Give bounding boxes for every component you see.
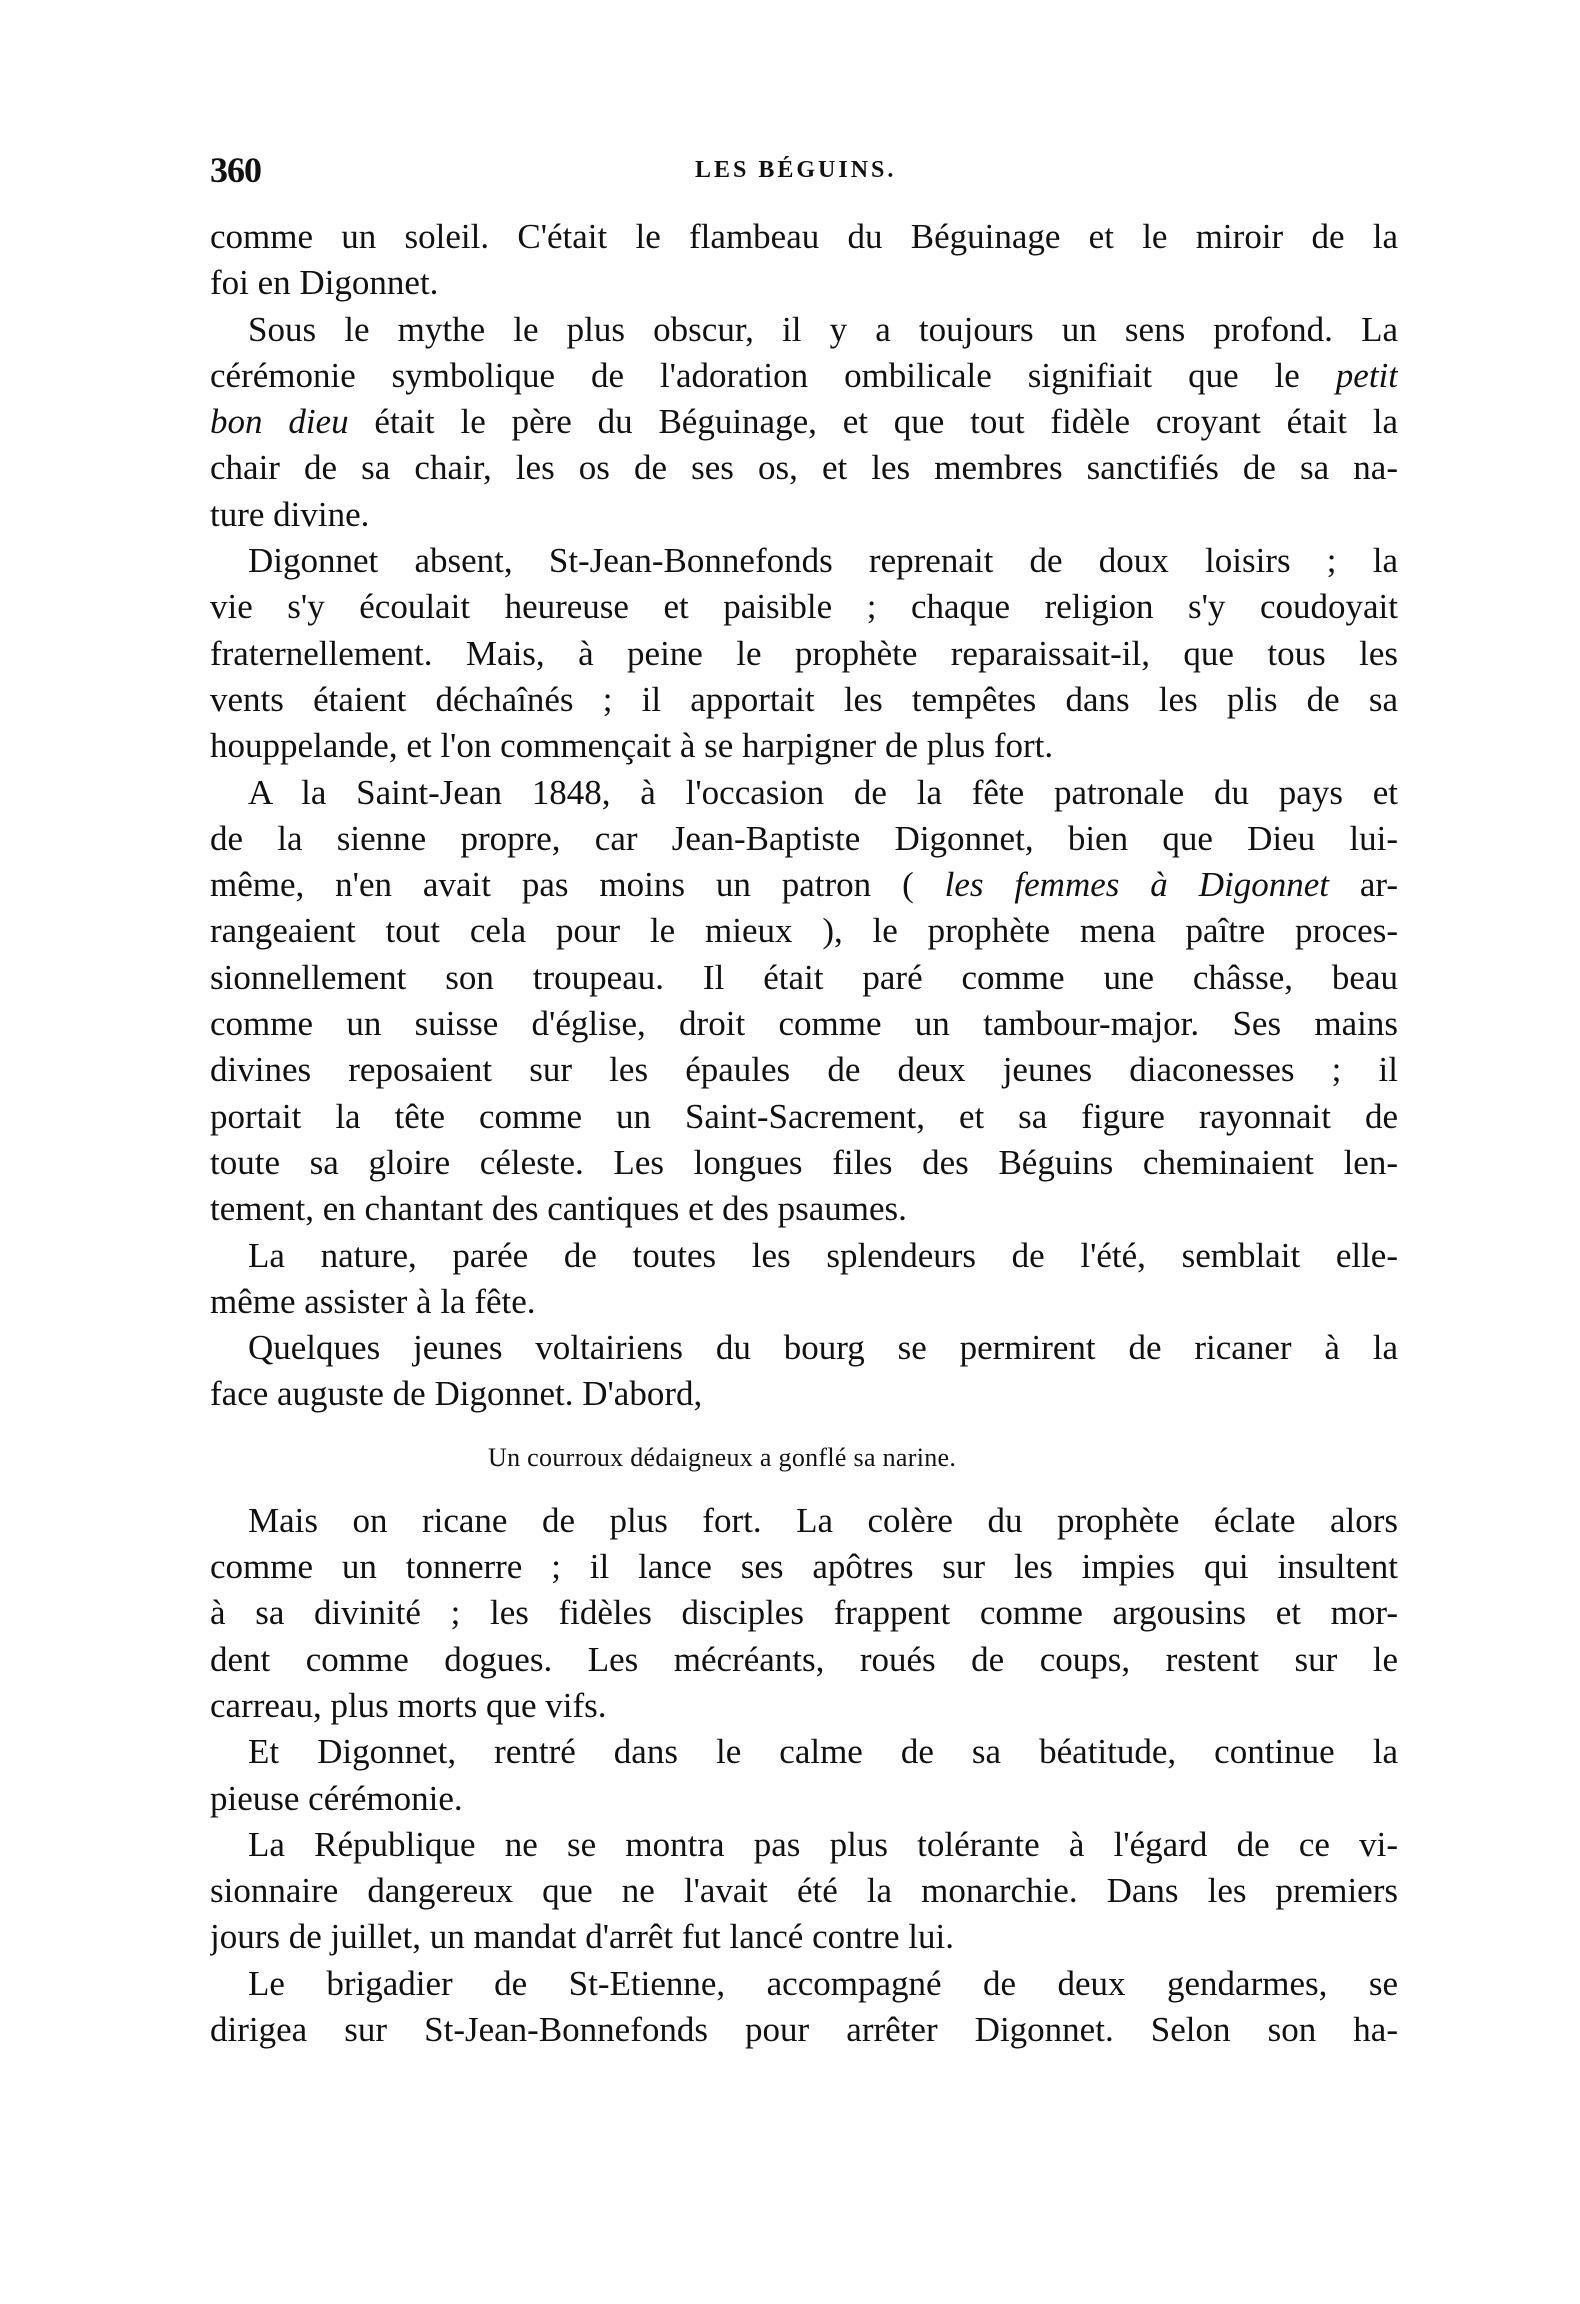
text-line: face auguste de Digonnet. D'abord, — [210, 1374, 703, 1414]
italic-text: petit — [1335, 355, 1398, 395]
text-line: vents étaient déchaînés ; il apportait les tempêtes dans les plis de sa — [210, 679, 1398, 719]
text-line: toute sa gloire céleste. Les longues files des Béguins cheminaient len- — [210, 1142, 1398, 1182]
paragraph-first-line: Quelques jeunes voltairiens du bourg se permirent de ricaner à la — [248, 1328, 1398, 1368]
text-line: portait la tête comme un Saint-Sacrement, et sa figure rayonnait de — [210, 1096, 1398, 1136]
paragraph-first-line: La République ne se montra pas plus tolérante à l'égard de ce vi- — [248, 1824, 1398, 1864]
text-line — [210, 353, 1398, 399]
text-line: sionnaire dangereux que ne l'avait été la monarchie. Dans les premiers — [210, 1871, 1398, 1911]
text-line: rangeaient tout cela pour le mieux ), le prophète mena paître proces- — [210, 911, 1398, 951]
text-line: à sa divinité ; les fidèles disciples frappent comme argousins et mor- — [210, 1593, 1398, 1633]
text-line: dirigea sur St-Jean-Bonnefonds pour arrêter Digonnet. Selon son ha- — [210, 2009, 1398, 2049]
paragraph-first-line: Sous le mythe le plus obscur, il y a toujours un sens profond. La — [248, 309, 1398, 349]
text-line: comme un suisse d'église, droit comme un tambour-major. Ses mains — [210, 1004, 1398, 1044]
text-line: houppelande, et l'on commençait à se harpigner de plus fort. — [210, 726, 1054, 766]
italic-text: les femmes à Digonnet — [944, 865, 1329, 905]
text-segment: ar- — [1328, 865, 1398, 905]
text-line: de la sienne propre, car Jean-Baptiste Digonnet, bien que Dieu lui- — [210, 818, 1398, 858]
text-segment: même, n'en avait pas moins un patron ( — [210, 865, 945, 905]
text-line: ture divine. — [210, 494, 370, 534]
italic-text: bon dieu — [210, 402, 349, 442]
running-title: LES BÉGUINS. — [695, 157, 897, 183]
verse-quote: Un courroux dédaigneux a gonflé sa narine. — [488, 1442, 957, 1472]
text-line: comme un tonnerre ; il lance ses apôtres sur les impies qui insultent — [210, 1547, 1398, 1587]
text-line — [210, 862, 1398, 908]
text-line: pieuse cérémonie. — [210, 1778, 463, 1818]
text-line — [210, 399, 1398, 445]
text-line: sionnellement son troupeau. Il était paré comme une châsse, beau — [210, 957, 1398, 997]
body-text — [210, 214, 1398, 2053]
paragraph-first-line: A la Saint-Jean 1848, à l'occasion de la fête patronale du pays et — [248, 772, 1398, 812]
text-line: chair de sa chair, les os de ses os, et les membres sanctifiés de sa na- — [210, 448, 1398, 488]
page-number: 360 — [210, 150, 261, 190]
paragraph-first-line: Digonnet absent, St-Jean-Bonnefonds reprenait de doux loisirs ; la — [248, 541, 1398, 581]
paragraph-first-line: Mais on ricane de plus fort. La colère du prophète éclate alors — [248, 1500, 1398, 1540]
text-line: comme un soleil. C'était le flambeau du Béguinage et le miroir de la — [210, 217, 1398, 256]
text-segment: était le père du Béguinage, et que tout fidèle croyant était la — [348, 402, 1398, 442]
text-segment: cérémonie symbolique de l'adoration ombilicale signifiait que le — [210, 355, 1336, 395]
text-line: même assister à la fête. — [210, 1281, 536, 1321]
text-line: carreau, plus morts que vifs. — [210, 1685, 607, 1725]
text-line: divines reposaient sur les épaules de deux jeunes diaconesses ; il — [210, 1050, 1398, 1090]
paragraph-first-line: La nature, parée de toutes les splendeurs de l'été, semblait elle- — [248, 1235, 1398, 1275]
text-line: dent comme dogues. Les mécréants, roués de coups, restent sur le — [210, 1639, 1398, 1679]
text-line: foi en Digonnet. — [210, 263, 439, 303]
text-line: jours de juillet, un mandat d'arrêt fut lancé contre lui. — [210, 1917, 954, 1957]
text-line: vie s'y écoulait heureuse et paisible ; chaque religion s'y coudoyait — [210, 587, 1398, 627]
paragraph-first-line: Le brigadier de St-Etienne, accompagné de deux gendarmes, se — [248, 1963, 1398, 2003]
running-head — [210, 148, 1398, 192]
text-line: tement, en chantant des cantiques et des psaumes. — [210, 1189, 907, 1229]
paragraph-first-line: Et Digonnet, rentré dans le calme de sa béatitude, continue la — [248, 1732, 1398, 1772]
text-line: fraternellement. Mais, à peine le prophète reparaissait-il, que tous les — [210, 633, 1398, 673]
